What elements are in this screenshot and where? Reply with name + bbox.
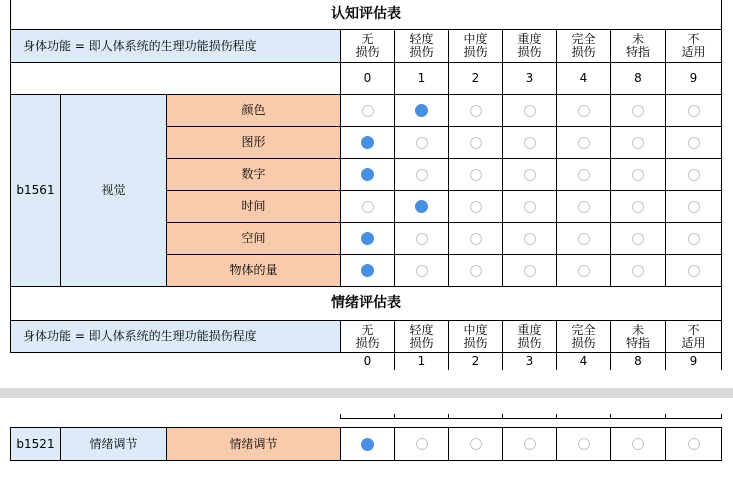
radio-option[interactable]	[688, 137, 700, 149]
vision-option-cell[interactable]	[449, 191, 503, 223]
vision-option-cell[interactable]	[395, 223, 449, 255]
radio-option[interactable]	[632, 438, 644, 450]
emotion-option-cell[interactable]	[449, 427, 503, 461]
vision-option-cell[interactable]	[503, 223, 557, 255]
vision-option-cell[interactable]	[395, 127, 449, 159]
radio-option[interactable]	[632, 137, 644, 149]
radio-option[interactable]	[578, 438, 590, 450]
radio-option[interactable]	[632, 265, 644, 277]
radio-option[interactable]	[416, 265, 428, 277]
vision-item-3: 时间	[167, 191, 341, 223]
vision-option-cell[interactable]	[611, 159, 666, 191]
vision-option-cell[interactable]	[611, 223, 666, 255]
vision-option-cell[interactable]	[666, 127, 722, 159]
vision-option-cell[interactable]	[666, 95, 722, 127]
body-function-label: 身体功能 = 即人体系统的生理功能损伤程度	[10, 30, 341, 63]
radio-option[interactable]	[578, 137, 590, 149]
radio-option[interactable]	[524, 169, 536, 181]
vision-option-cell[interactable]	[449, 159, 503, 191]
radio-option[interactable]	[688, 233, 700, 245]
cog-level-1: 轻度 损伤	[395, 30, 449, 63]
radio-option[interactable]	[524, 438, 536, 450]
emo-code-4: 4	[557, 353, 611, 370]
vision-option-cell[interactable]	[557, 223, 611, 255]
cog-level-3: 重度 损伤	[503, 30, 557, 63]
vision-option-cell[interactable]	[557, 95, 611, 127]
emo-code-9: 9	[666, 353, 722, 370]
emo-level-0: 无 损伤	[341, 321, 395, 353]
emotion-code: b1521	[10, 427, 61, 461]
emotion-item-0: 情绪调节	[167, 427, 341, 461]
vision-code: b1561	[10, 95, 61, 287]
page-break	[0, 388, 733, 398]
cog-code-2: 2	[449, 63, 503, 95]
radio-selected[interactable]	[415, 200, 428, 213]
radio-option[interactable]	[578, 265, 590, 277]
radio-option[interactable]	[632, 105, 644, 117]
radio-option[interactable]	[470, 137, 482, 149]
radio-selected[interactable]	[361, 438, 374, 451]
radio-option[interactable]	[688, 169, 700, 181]
radio-selected[interactable]	[415, 104, 428, 117]
vision-option-cell[interactable]	[341, 223, 395, 255]
emotion-option-cell[interactable]	[557, 427, 611, 461]
radio-option[interactable]	[688, 438, 700, 450]
vision-option-cell[interactable]	[449, 223, 503, 255]
radio-selected[interactable]	[361, 232, 374, 245]
vision-option-cell[interactable]	[557, 255, 611, 287]
vision-option-cell[interactable]	[611, 191, 666, 223]
vision-option-cell[interactable]	[666, 159, 722, 191]
cog-level-9: 不 适用	[666, 30, 722, 63]
radio-option[interactable]	[632, 201, 644, 213]
vision-option-cell[interactable]	[503, 159, 557, 191]
vision-option-cell[interactable]	[449, 127, 503, 159]
emo-level-3: 重度 损伤	[503, 321, 557, 353]
cog-level-2: 中度 损伤	[449, 30, 503, 63]
vision-option-cell[interactable]	[395, 191, 449, 223]
vision-item-0: 颜色	[167, 95, 341, 127]
radio-option[interactable]	[416, 438, 428, 450]
vision-option-cell[interactable]	[503, 255, 557, 287]
column-tick-line	[341, 418, 722, 419]
vision-option-cell[interactable]	[395, 255, 449, 287]
vision-item-4: 空间	[167, 223, 341, 255]
radio-option[interactable]	[578, 169, 590, 181]
vision-option-cell[interactable]	[666, 255, 722, 287]
radio-selected[interactable]	[361, 264, 374, 277]
vision-option-cell[interactable]	[341, 159, 395, 191]
radio-option[interactable]	[632, 233, 644, 245]
emo-level-2: 中度 损伤	[449, 321, 503, 353]
vision-option-cell[interactable]	[503, 191, 557, 223]
radio-option[interactable]	[470, 233, 482, 245]
cog-level-8: 未 特指	[611, 30, 666, 63]
radio-selected[interactable]	[361, 136, 374, 149]
emotion-option-cell[interactable]	[341, 427, 395, 461]
radio-option[interactable]	[416, 233, 428, 245]
vision-option-cell[interactable]	[557, 191, 611, 223]
emotion-title: 情绪评估表	[10, 287, 722, 321]
radio-selected[interactable]	[361, 168, 374, 181]
emotion-option-cell[interactable]	[503, 427, 557, 461]
vision-option-cell[interactable]	[341, 95, 395, 127]
radio-option[interactable]	[632, 169, 644, 181]
vision-option-cell[interactable]	[557, 127, 611, 159]
vision-option-cell[interactable]	[666, 223, 722, 255]
emo-code-2: 2	[449, 353, 503, 370]
vision-item-5: 物体的量	[167, 255, 341, 287]
body-function-label-2: 身体功能 = 即人体系统的生理功能损伤程度	[10, 321, 341, 353]
cog-code-4: 4	[557, 63, 611, 95]
radio-option[interactable]	[688, 265, 700, 277]
radio-option[interactable]	[470, 201, 482, 213]
vision-item-1: 图形	[167, 127, 341, 159]
radio-option[interactable]	[524, 201, 536, 213]
vision-option-cell[interactable]	[341, 255, 395, 287]
radio-option[interactable]	[524, 137, 536, 149]
radio-option[interactable]	[416, 137, 428, 149]
vision-option-cell[interactable]	[503, 95, 557, 127]
vision-option-cell[interactable]	[611, 95, 666, 127]
emo-code-0: 0	[341, 353, 395, 370]
vision-option-cell[interactable]	[341, 127, 395, 159]
vision-item-2: 数字	[167, 159, 341, 191]
radio-option[interactable]	[524, 233, 536, 245]
radio-option[interactable]	[416, 169, 428, 181]
radio-option[interactable]	[470, 265, 482, 277]
emotion-option-cell[interactable]	[666, 427, 722, 461]
radio-option[interactable]	[688, 105, 700, 117]
emotion-option-cell[interactable]	[395, 427, 449, 461]
radio-option[interactable]	[470, 438, 482, 450]
radio-option[interactable]	[578, 105, 590, 117]
cog-code-8: 8	[611, 63, 666, 95]
radio-option[interactable]	[524, 265, 536, 277]
radio-option[interactable]	[578, 233, 590, 245]
emo-code-8: 8	[611, 353, 666, 370]
radio-option[interactable]	[688, 201, 700, 213]
vision-option-cell[interactable]	[611, 127, 666, 159]
vision-option-cell[interactable]	[557, 159, 611, 191]
vision-option-cell[interactable]	[449, 95, 503, 127]
vision-option-cell[interactable]	[395, 95, 449, 127]
vision-option-cell[interactable]	[503, 127, 557, 159]
cog-code-3: 3	[503, 63, 557, 95]
cog-code-0: 0	[341, 63, 395, 95]
radio-option[interactable]	[362, 105, 374, 117]
vision-name: 视觉	[61, 95, 167, 287]
cog-level-0: 无 损伤	[341, 30, 395, 63]
cognitive-title: 认知评估表	[10, 0, 722, 30]
radio-option[interactable]	[362, 201, 374, 213]
emo-code-1: 1	[395, 353, 449, 370]
code-row-spacer	[10, 63, 341, 95]
vision-option-cell[interactable]	[341, 191, 395, 223]
cog-level-4: 完全 损伤	[557, 30, 611, 63]
emo-code-3: 3	[503, 353, 557, 370]
cog-code-9: 9	[666, 63, 722, 95]
radio-option[interactable]	[578, 201, 590, 213]
cog-code-1: 1	[395, 63, 449, 95]
emo-level-4: 完全 损伤	[557, 321, 611, 353]
vision-option-cell[interactable]	[395, 159, 449, 191]
emotion-option-cell[interactable]	[611, 427, 666, 461]
emotion-name: 情绪调节	[61, 427, 167, 461]
radio-option[interactable]	[470, 105, 482, 117]
vision-option-cell[interactable]	[611, 255, 666, 287]
emo-level-8: 未 特指	[611, 321, 666, 353]
vision-option-cell[interactable]	[449, 255, 503, 287]
radio-option[interactable]	[524, 105, 536, 117]
vision-option-cell[interactable]	[666, 191, 722, 223]
emo-level-9: 不 适用	[666, 321, 722, 353]
emo-level-1: 轻度 损伤	[395, 321, 449, 353]
radio-option[interactable]	[470, 169, 482, 181]
